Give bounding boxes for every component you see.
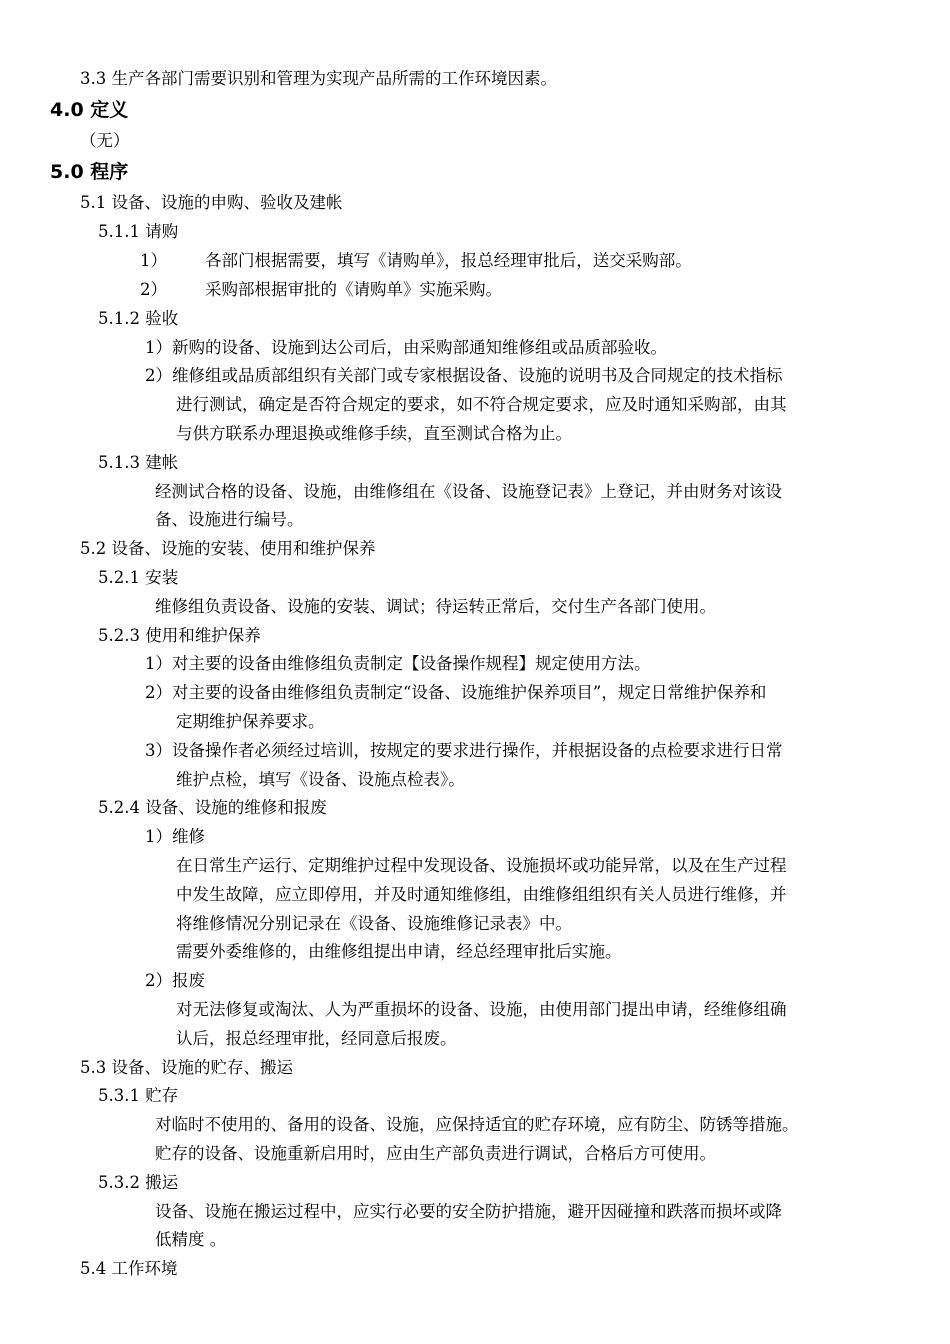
list-item: 1）维修 xyxy=(145,827,205,846)
list-item-text: 采购部根据审批的《请购单》实施采购。 xyxy=(205,280,502,299)
list-item: 1）对主要的设备由维修组负责制定【设备操作规程】规定使用方法。 xyxy=(145,654,651,673)
clause-5-4-heading: 5.4 工作环境 xyxy=(80,1259,178,1278)
paragraph-line: 将维修情况分别记录在《设备、设施维修记录表》中。 xyxy=(176,914,572,933)
paragraph-line: 中发生故障，应立即停用，并及时通知维修组，由维修组组织有关人员进行维修，并 xyxy=(176,885,787,904)
list-item: 2）报废 xyxy=(145,971,205,990)
list-number: 2） xyxy=(140,280,167,299)
clause-5-3-1-heading: 5.3.1 贮存 xyxy=(98,1086,179,1105)
paragraph-line: 需要外委维修的，由维修组提出申请，经总经理审批后实施。 xyxy=(176,942,622,961)
paragraph-line: 定期维护保养要求。 xyxy=(176,712,325,731)
clause-5-1-heading: 5.1 设备、设施的申购、验收及建帐 xyxy=(80,193,343,212)
section-heading-procedure: 5.0 程序 xyxy=(50,161,129,183)
clause-5-2-1-heading: 5.2.1 安装 xyxy=(98,568,179,587)
clause-5-3-heading: 5.3 设备、设施的贮存、搬运 xyxy=(80,1058,293,1077)
clause-5-2-4-heading: 5.2.4 设备、设施的维修和报废 xyxy=(98,798,327,817)
paragraph-line: 低精度 。 xyxy=(155,1230,227,1249)
section-heading-definitions: 4.0 定义 xyxy=(50,99,129,121)
clause-3-3: 3.3 生产各部门需要识别和管理为实现产品所需的工作环境因素。 xyxy=(80,69,557,88)
paragraph-line: 对临时不使用的、备用的设备、设施，应保持适宜的贮存环境，应有防尘、防锈等措施。 xyxy=(155,1115,799,1134)
clause-5-1-1-heading: 5.1.1 请购 xyxy=(98,222,179,241)
definitions-none: （无） xyxy=(80,131,130,150)
paragraph-line: 经测试合格的设备、设施，由维修组在《设备、设施登记表》上登记，并由财务对该设 xyxy=(155,482,782,501)
paragraph-line: 备、设施进行编号。 xyxy=(155,510,304,529)
clause-5-2-3-heading: 5.2.3 使用和维护保养 xyxy=(98,626,261,645)
list-item: 1）新购的设备、设施到达公司后，由采购部通知维修组或品质部验收。 xyxy=(145,338,667,357)
paragraph-line: 进行测试，确定是否符合规定的要求，如不符合规定要求，应及时通知采购部，由其 xyxy=(176,395,787,414)
clause-5-2-heading: 5.2 设备、设施的安装、使用和维护保养 xyxy=(80,539,376,558)
paragraph-line: 认后，报总经理审批，经同意后报废。 xyxy=(176,1029,457,1048)
paragraph-line: 在日常生产运行、定期维护过程中发现设备、设施损坏或功能异常，以及在生产过程 xyxy=(176,856,787,875)
list-item: 2）维修组或品质部组织有关部门或专家根据设备、设施的说明书及合同规定的技术指标 xyxy=(145,366,783,385)
paragraph-line: 贮存的设备、设施重新启用时，应由生产部负责进行调试，合格后方可使用。 xyxy=(155,1144,716,1163)
paragraph-line: 对无法修复或淘汰、人为严重损坏的设备、设施，由使用部门提出申请，经维修组确 xyxy=(176,1000,787,1019)
clause-5-1-2-heading: 5.1.2 验收 xyxy=(98,309,179,328)
list-item: 3）设备操作者必须经过培训，按规定的要求进行操作，并根据设备的点检要求进行日常 xyxy=(145,741,783,760)
list-item: 2）对主要的设备由维修组负责制定“设备、设施维护保养项目”，规定日常维护保养和 xyxy=(145,683,767,702)
clause-5-1-3-heading: 5.1.3 建帐 xyxy=(98,453,179,472)
clause-5-3-2-heading: 5.3.2 搬运 xyxy=(98,1173,179,1192)
paragraph-line: 维护点检，填写《设备、设施点检表》。 xyxy=(176,770,465,789)
list-number: 1） xyxy=(140,251,167,270)
paragraph-line: 维修组负责设备、设施的安装、调试；待运转正常后，交付生产各部门使用。 xyxy=(155,597,716,616)
paragraph-line: 与供方联系办理退换或维修手续，直至测试合格为止。 xyxy=(176,424,572,443)
paragraph-line: 设备、设施在搬运过程中，应实行必要的安全防护措施，避开因碰撞和跌落而损坏或降 xyxy=(155,1202,782,1221)
list-item-text: 各部门根据需要，填写《请购单》，报总经理审批后，送交采购部。 xyxy=(205,251,692,270)
